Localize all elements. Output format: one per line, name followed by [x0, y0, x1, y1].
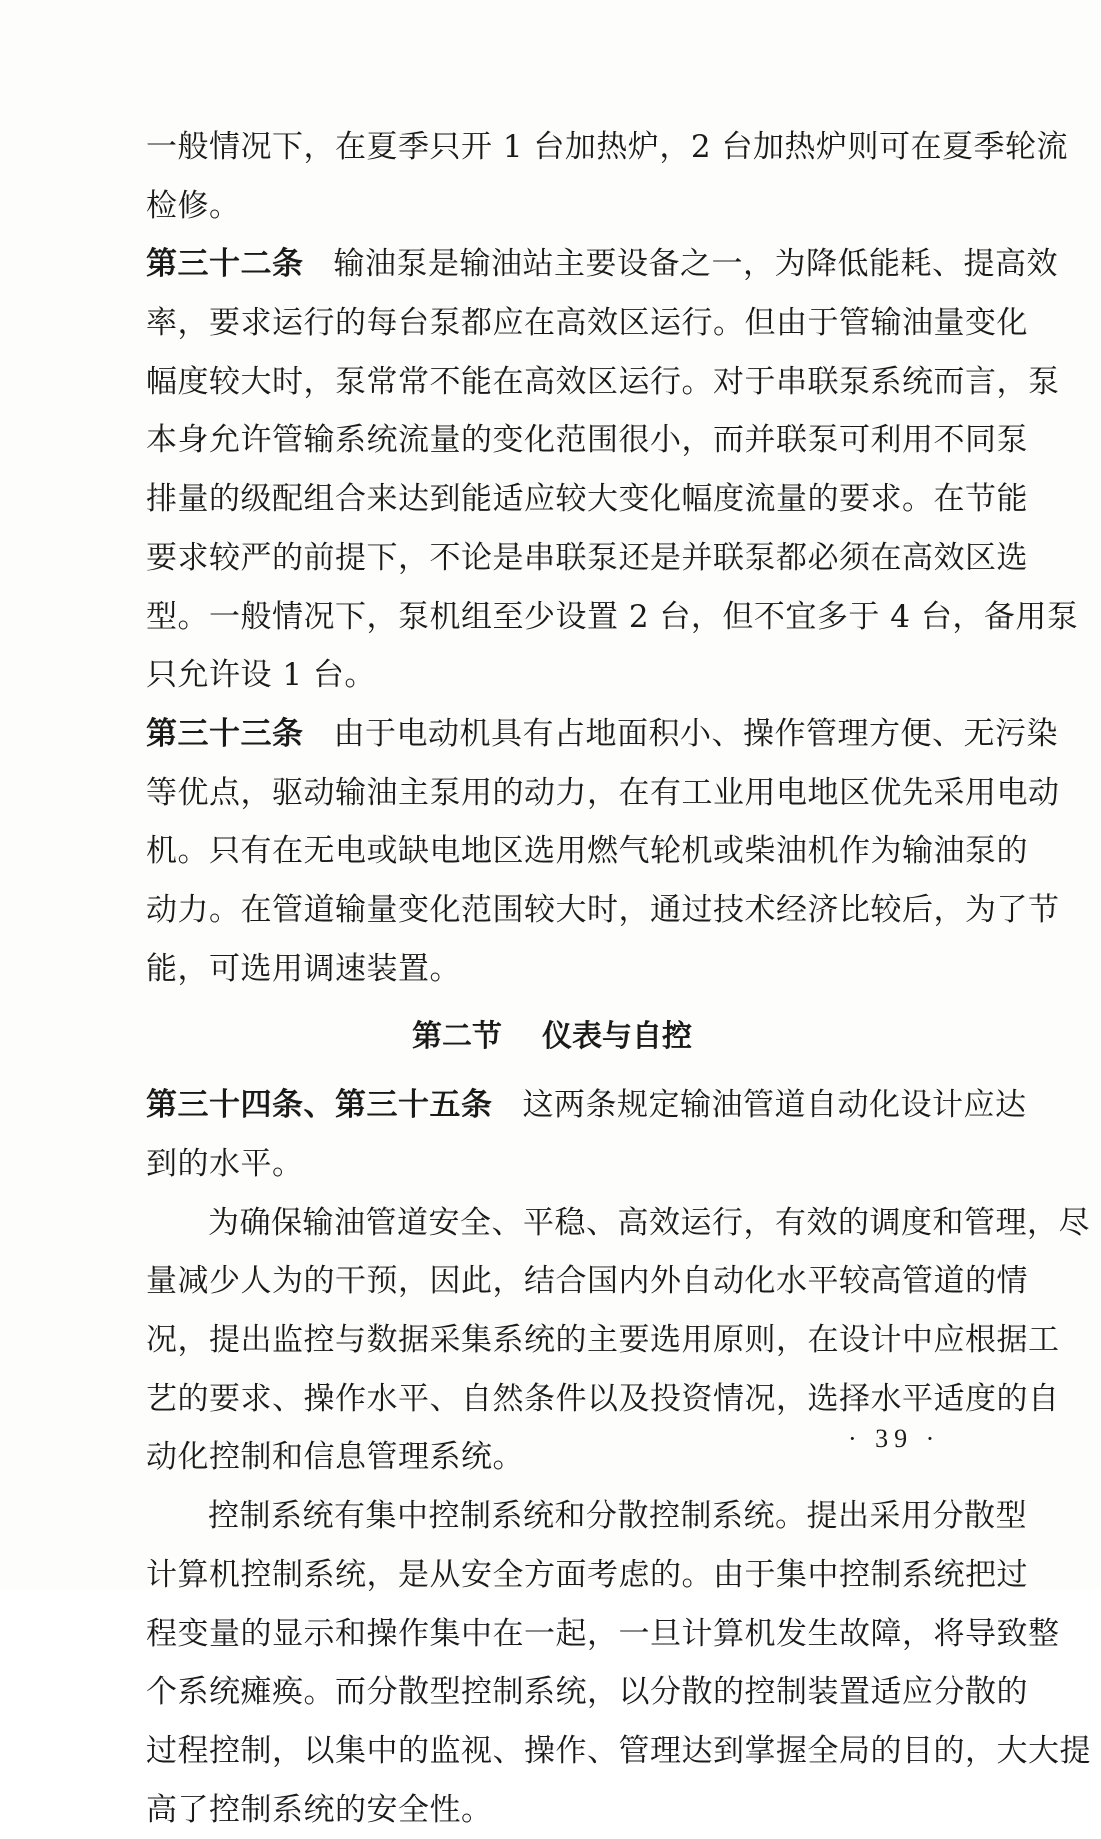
- text-line: 这两条规定输油管道自动化设计应达: [522, 1087, 1027, 1124]
- section-name: 仪表与自控: [542, 1019, 692, 1055]
- text-line: 动力。在管道输量变化范围较大时，通过技术经济比较后，为了节: [146, 891, 1060, 928]
- text-line: 机。只有在无电或缺电地区选用燃气轮机或柴油机作为输油泵的: [146, 833, 1028, 870]
- text-line: 过程控制，以集中的监视、操作、管理达到掌握全局的目的，大大提: [146, 1732, 1091, 1769]
- text-line: 到的水平。: [146, 1146, 304, 1182]
- text-line: 高了控制系统的安全性。: [146, 1791, 493, 1828]
- text-line: 要求较严的前提下，不论是串联泵还是并联泵都必须在高效区选: [146, 539, 1028, 576]
- text-line: 程变量的显示和操作集中在一起，一旦计算机发生故障，将导致整: [146, 1615, 1060, 1652]
- text-line: 为确保输油管道安全、平稳、高效运行，有效的调度和管理，尽: [208, 1204, 1090, 1241]
- text-line: 率，要求运行的每台泵都应在高效区运行。但由于管输油量变化: [146, 305, 1028, 342]
- article-33-first-line: [146, 705, 1058, 764]
- article-32-first-line: [146, 235, 1058, 294]
- text-line: 况，提出监控与数据采集系统的主要选用原则，在设计中应根据工: [146, 1322, 1060, 1359]
- text-line: 本身允许管输系统流量的变化范围很小，而并联泵可利用不同泵: [146, 422, 1028, 459]
- text-line: 个系统瘫痪。而分散型控制系统，以分散的控制装置适应分散的: [146, 1674, 1028, 1711]
- text-line: 计算机控制系统，是从安全方面考虑的。由于集中控制系统把过: [146, 1556, 1028, 1593]
- article-34-35-heading: 第三十四条、第三十五条: [146, 1087, 493, 1124]
- text-line: 检修。: [146, 187, 241, 224]
- article-32-heading: 第三十二条: [146, 246, 304, 283]
- section-number: 第二节: [412, 1019, 502, 1055]
- text-line: 一般情况下，在夏季只开 1 台加热炉，2 台加热炉则可在夏季轮流: [146, 129, 1069, 165]
- page-number: · 39 ·: [848, 1424, 941, 1453]
- body-text: [146, 118, 1091, 1839]
- text-line: 等优点，驱动输油主泵用的动力，在有工业用电地区优先采用电动: [146, 774, 1060, 811]
- text-line: 艺的要求、操作水平、自然条件以及投资情况，选择水平适度的自: [146, 1380, 1060, 1417]
- text-line: 只允许设 1 台。: [146, 657, 376, 694]
- text-line: 能，可选用调速装置。: [146, 950, 461, 987]
- text-line: 排量的级配组合来达到能适应较大变化幅度流量的要求。在节能: [146, 481, 1028, 518]
- article-33-heading: 第三十三条: [146, 715, 304, 752]
- article-34-35-first-line: [146, 1076, 1027, 1135]
- text-line: 幅度较大时，泵常常不能在高效区运行。对于串联泵系统而言，泵: [146, 363, 1060, 400]
- text-line: 由于电动机具有占地面积小、操作管理方便、无污染: [333, 715, 1058, 752]
- text-line: 动化控制和信息管理系统。: [146, 1439, 524, 1476]
- text-line: 量减少人为的干预，因此，结合国内外自动化水平较高管道的情: [146, 1263, 1028, 1300]
- text-line: 输油泵是输油站主要设备之一，为降低能耗、提高效: [333, 246, 1058, 283]
- text-line: 控制系统有集中控制系统和分散控制系统。提出采用分散型: [208, 1498, 1027, 1535]
- text-line: 型。一般情况下，泵机组至少设置 2 台，但不宜多于 4 台，备用泵: [146, 598, 1079, 635]
- section-title: [146, 998, 958, 1076]
